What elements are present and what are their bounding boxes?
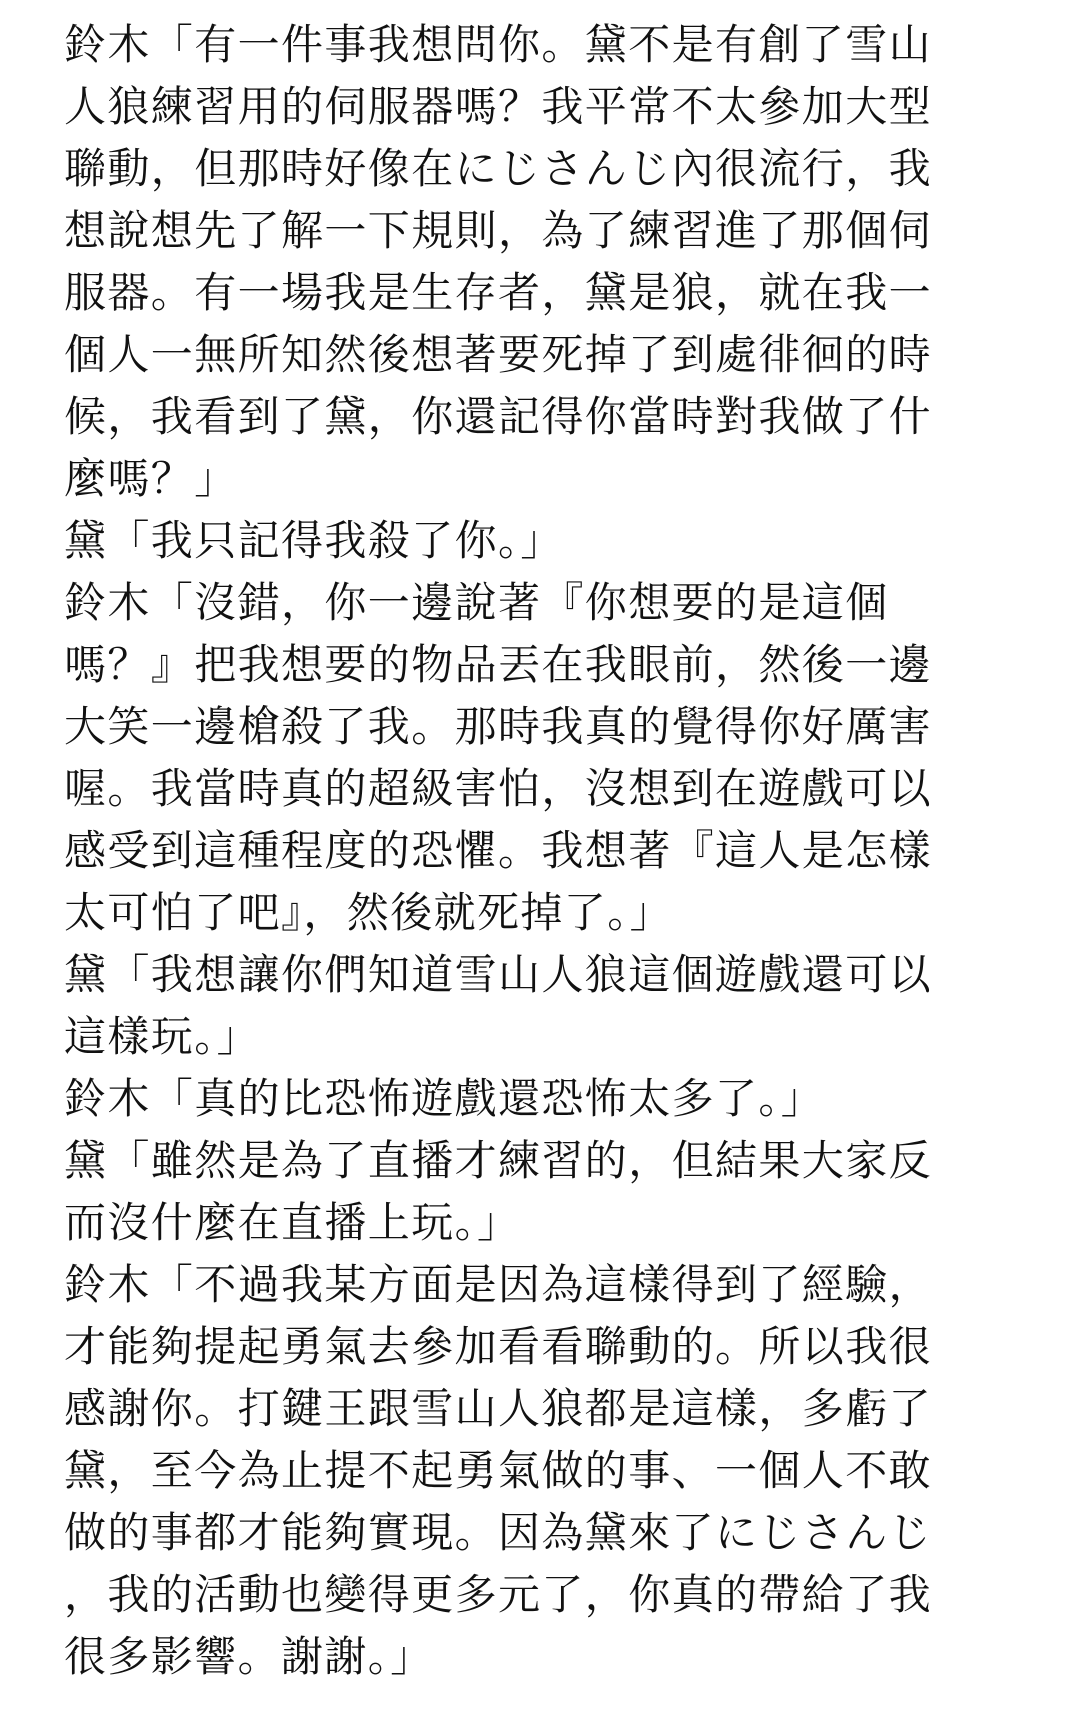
text-line: 嗎？』把我想要的物品丟在我眼前，然後一邊 [64, 640, 933, 689]
text-line: 感受到這種程度的恐懼。我想著『這人是怎樣 [64, 826, 933, 875]
text-line: 這樣玩。」 [64, 1012, 261, 1061]
text-line: 鈴木「真的比恐怖遊戲還恐怖太多了。」 [64, 1074, 825, 1123]
text-line: 候，我看到了黛，你還記得你當時對我做了什 [64, 392, 933, 441]
text-line: 黛「我想讓你們知道雪山人狼這個遊戲還可以 [64, 950, 933, 999]
text-line: 黛，至今為止提不起勇氣做的事、一個人不敢 [64, 1446, 933, 1495]
text-line: 大笑一邊槍殺了我。那時我真的覺得你好厲害 [64, 702, 933, 751]
text-line: 而沒什麼在直播上玩。」 [64, 1198, 521, 1247]
text-line: 喔。我當時真的超級害怕，沒想到在遊戲可以 [64, 764, 933, 813]
text-line: 才能夠提起勇氣去參加看看聯動的。所以我很 [64, 1322, 933, 1371]
text-line: 人狼練習用的伺服器嗎？我平常不太參加大型 [64, 82, 933, 131]
text-line: 黛「雖然是為了直播才練習的，但結果大家反 [64, 1136, 933, 1185]
text-line: ，我的活動也變得更多元了，你真的帶給了我 [64, 1570, 933, 1619]
dialogue-text [64, 14, 964, 1688]
text-line: 感謝你。打鍵王跟雪山人狼都是這樣，多虧了 [64, 1384, 933, 1433]
text-line: 太可怕了吧』，然後就死掉了。」 [64, 888, 674, 937]
text-line: 黛「我只記得我殺了你。」 [64, 516, 564, 565]
text-line: 麼嗎？」 [64, 454, 238, 503]
text-line: 想說想先了解一下規則，為了練習進了那個伺 [64, 206, 933, 255]
text-line: 服器。有一場我是生存者，黛是狼，就在我一 [64, 268, 933, 317]
text-line: 很多影響。謝謝。」 [64, 1632, 434, 1681]
text-line: 做的事都才能夠實現。因為黛來了にじさんじ [64, 1508, 933, 1557]
text-line: 鈴木「不過我某方面是因為這樣得到了經驗， [64, 1260, 933, 1309]
text-line: 鈴木「有一件事我想問你。黛不是有創了雪山 [64, 20, 933, 69]
text-line: 聯動，但那時好像在にじさんじ內很流行，我 [64, 144, 933, 193]
text-line: 鈴木「沒錯，你一邊說著『你想要的是這個 [64, 578, 889, 627]
text-line: 個人一無所知然後想著要死掉了到處徘徊的時 [64, 330, 933, 379]
